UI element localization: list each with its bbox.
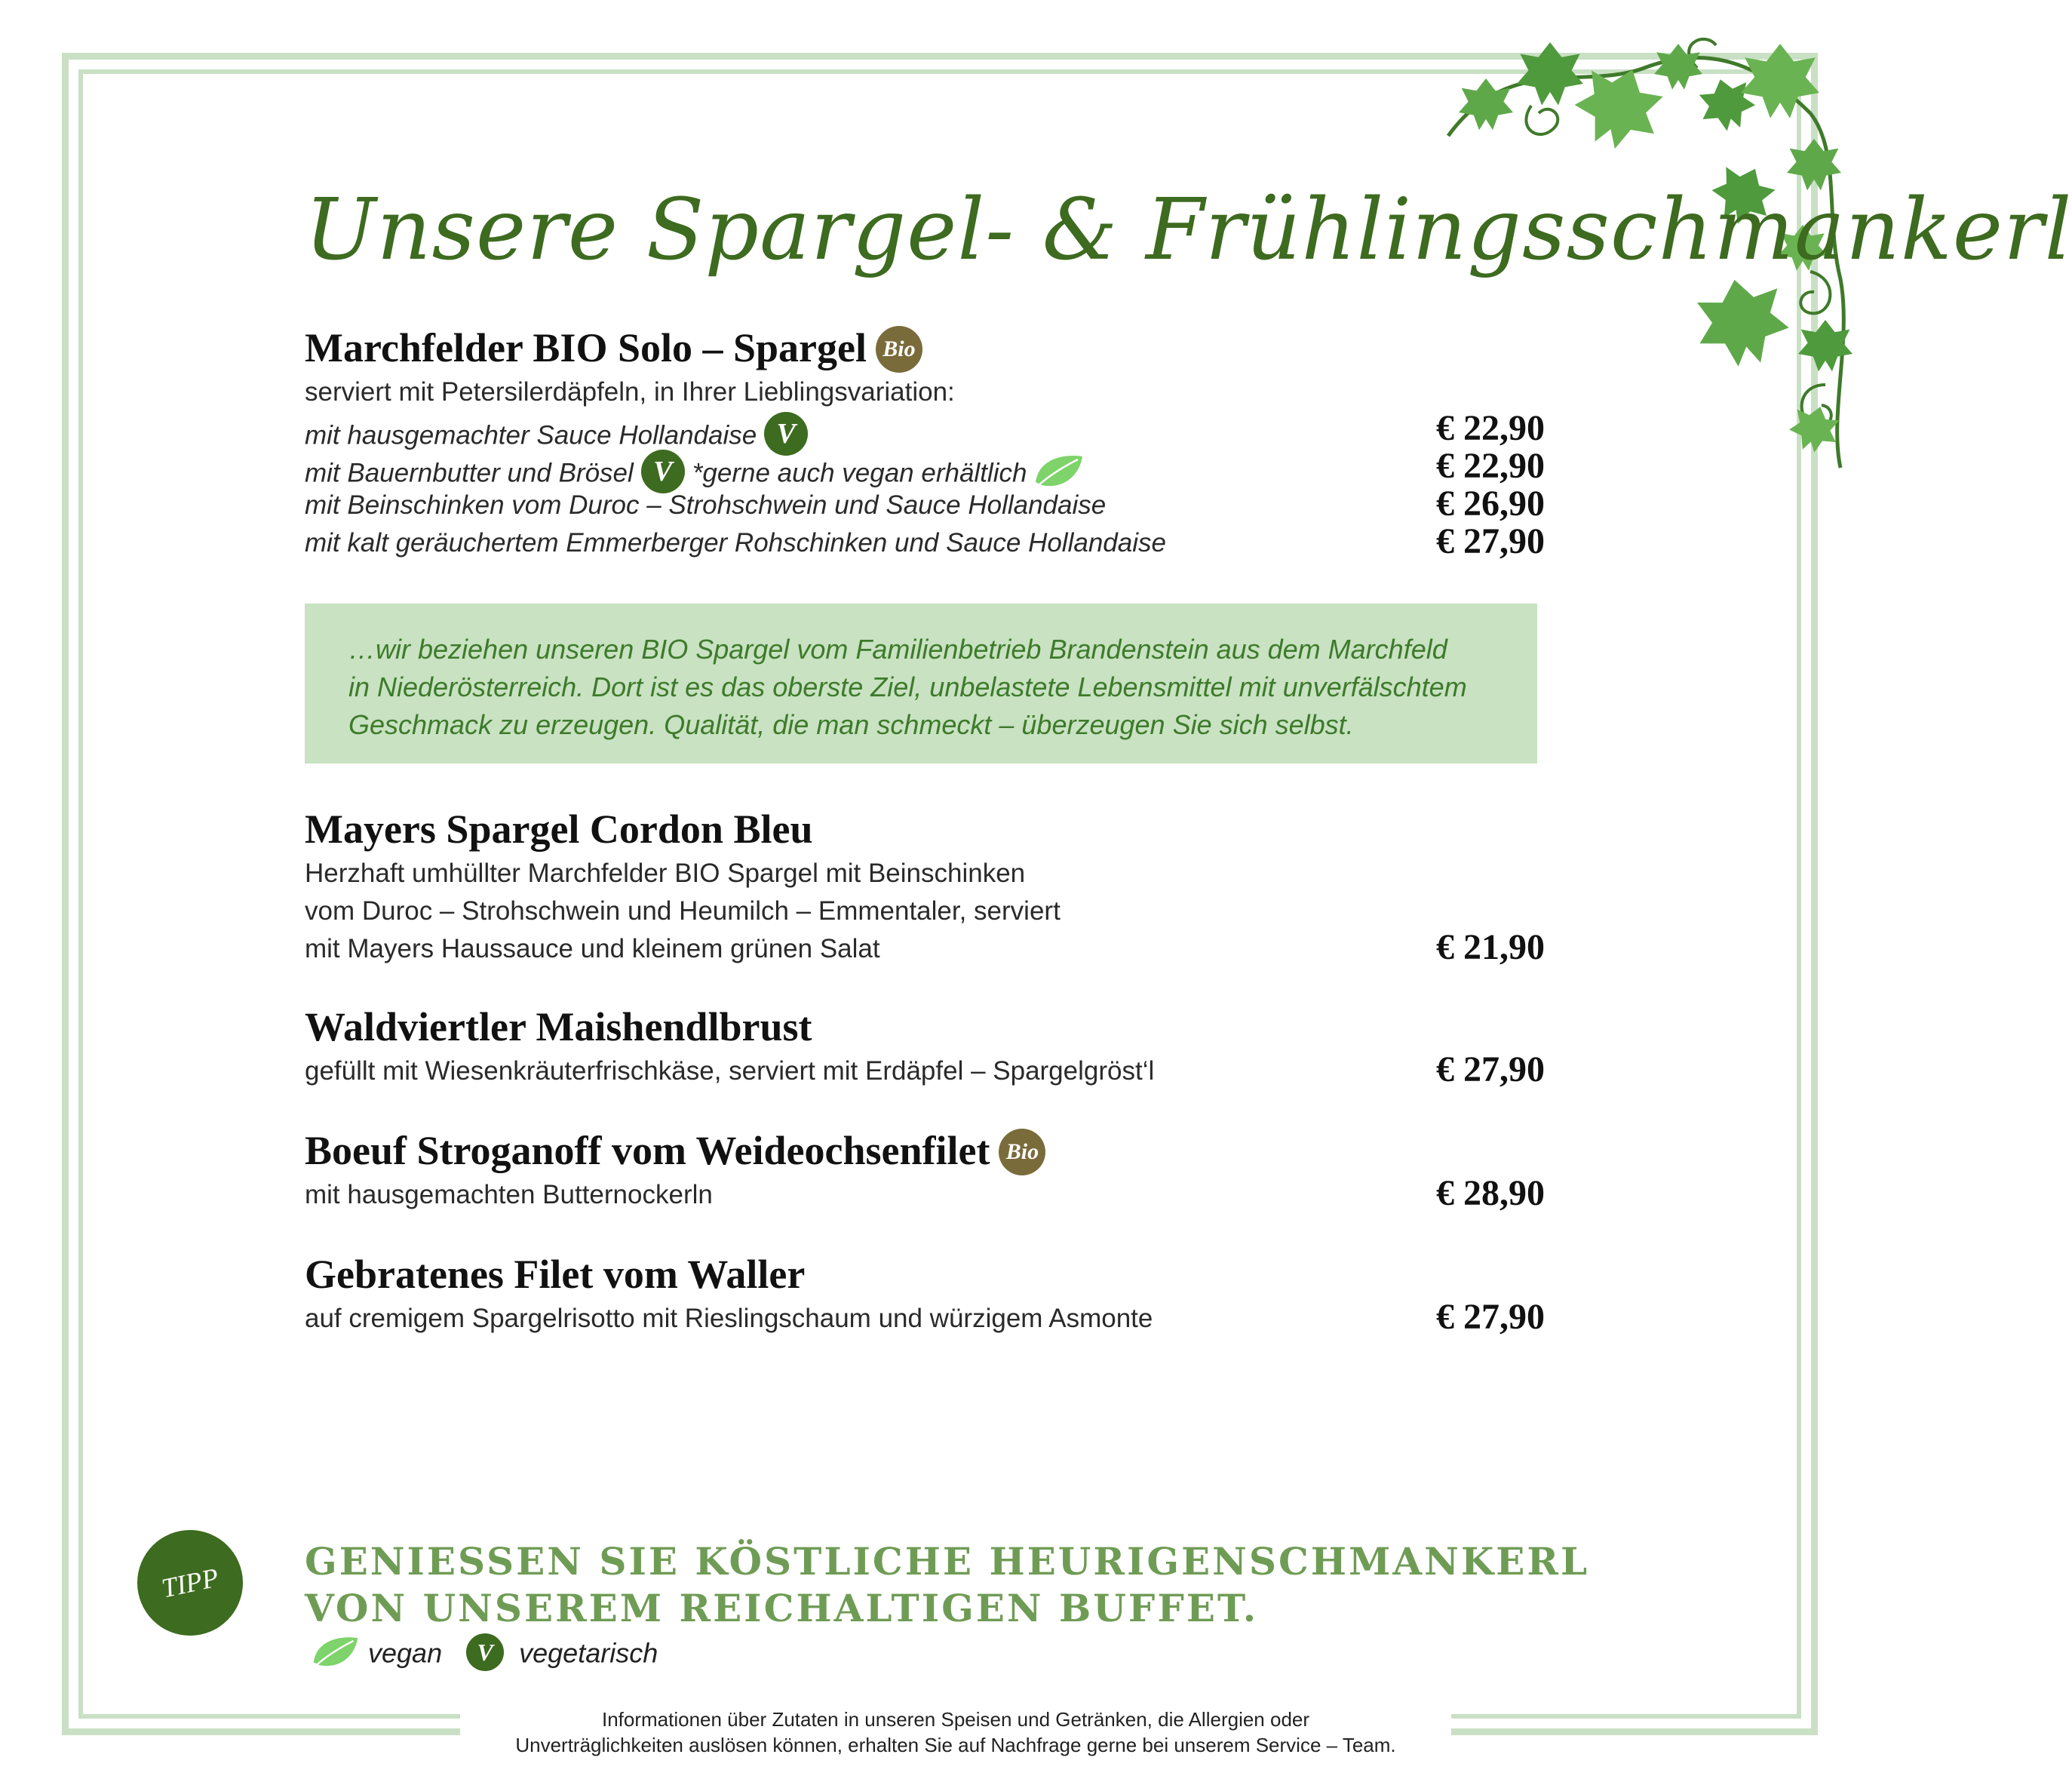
bio-badge-icon: Bio — [876, 326, 922, 373]
dish-description: vom Duroc – Strohschwein und Heumilch – Emmentaler, serviert — [305, 896, 1061, 926]
legend-vegan-label: vegan — [368, 1637, 443, 1669]
footer-line: Unverträglichkeiten auslösen können, erhalten Sie auf Nachfrage gerne bei unserem Service – Team. — [515, 1734, 1396, 1756]
supplier-info-box — [305, 604, 1537, 763]
dish-description: auf cremigem Spargelrisotto mit Rieslingschaum und würzigem Asmonte — [305, 1304, 1153, 1333]
allergen-footer — [460, 1707, 1451, 1758]
legend-vegetarian-label: vegetarisch — [519, 1637, 658, 1669]
diet-legend — [311, 1636, 658, 1675]
dish-price: € 28,90 — [1436, 1173, 1545, 1213]
dish-name-waller: Gebratenes Filet vom Waller — [305, 1252, 806, 1297]
dish-name-text: Boeuf Stroganoff vom Weideochsenfilet — [305, 1128, 990, 1173]
dish-description: mit Mayers Haussauce und kleinem grünen Salat — [305, 934, 880, 963]
dish-name-bio-spargel — [305, 324, 922, 376]
variant-line: mit kalt geräuchertem Emmerberger Rohschinken und Sauce Hollandaise — [305, 528, 1166, 558]
dish-description: mit hausgemachten Butternockerln — [305, 1180, 713, 1209]
dish-description: Herzhaft umhüllter Marchfelder BIO Spargel mit Beinschinken — [305, 859, 1026, 888]
dish-name-text: Marchfelder BIO Solo – Spargel — [305, 325, 867, 370]
buffet-slogan-line1: GENIESSEN SIE KÖSTLICHE HEURIGENSCHMANKERL — [305, 1539, 1590, 1584]
dish-price: € 27,90 — [1436, 1049, 1545, 1089]
tipp-badge — [130, 1522, 250, 1643]
tipp-label: TIPP — [158, 1562, 222, 1604]
vegan-note: *gerne auch vegan erhältlich — [692, 458, 1027, 488]
variant-line: mit Beinschinken vom Duroc – Strohschwein und Sauce Hollandaise — [305, 490, 1107, 520]
variant-price: € 22,90 — [1436, 446, 1545, 486]
vegetarian-icon: V — [764, 412, 808, 456]
dish-description: serviert mit Petersilerdäpfeln, in Ihrer Lieblingsvariation: — [305, 377, 955, 407]
dish-name-maishendl: Waldviertler Maishendlbrust — [305, 1004, 812, 1049]
dish-price: € 27,90 — [1436, 1297, 1545, 1337]
dish-price: € 21,90 — [1436, 927, 1545, 967]
info-line: …wir beziehen unseren BIO Spargel vom Familienbetrieb Brandenstein aus dem Marchfeld — [348, 634, 1447, 665]
vegan-leaf-icon — [1033, 452, 1085, 491]
vegetarian-icon: V — [641, 450, 685, 493]
dish-name-stroganoff — [305, 1127, 1045, 1178]
variant-price: € 27,90 — [1436, 521, 1545, 561]
dish-description: gefüllt mit Wiesenkräuterfrischkäse, serviert mit Erdäpfel – Spargelgröst‘l — [305, 1056, 1155, 1086]
variant-text: mit hausgemachter Sauce Hollandaise — [305, 420, 757, 450]
menu-title: Unsere Spargel- & Frühlingsschmankerl — [305, 181, 2072, 279]
buffet-slogan-line2: VON UNSEREM REICHALTIGEN BUFFET. — [305, 1586, 1259, 1630]
info-line: in Niederösterreich. Dort ist es das oberste Ziel, unbelastete Lebensmittel mit unverfälschtem — [348, 671, 1467, 702]
vegetarian-icon: V — [466, 1633, 504, 1671]
vegan-leaf-icon — [311, 1633, 361, 1672]
variant-price: € 26,90 — [1436, 484, 1545, 524]
variant-price: € 22,90 — [1436, 408, 1545, 448]
bio-badge-icon: Bio — [999, 1129, 1045, 1175]
dish-name-cordon-bleu: Mayers Spargel Cordon Bleu — [305, 807, 813, 852]
variant-text: mit Bauernbutter und Brösel — [305, 458, 634, 488]
info-line: Geschmack zu erzeugen. Qualität, die man schmeckt – überzeugen Sie sich selbst. — [348, 709, 1354, 740]
footer-line: Informationen über Zutaten in unseren Speisen und Getränken, die Allergien oder — [601, 1708, 1310, 1731]
